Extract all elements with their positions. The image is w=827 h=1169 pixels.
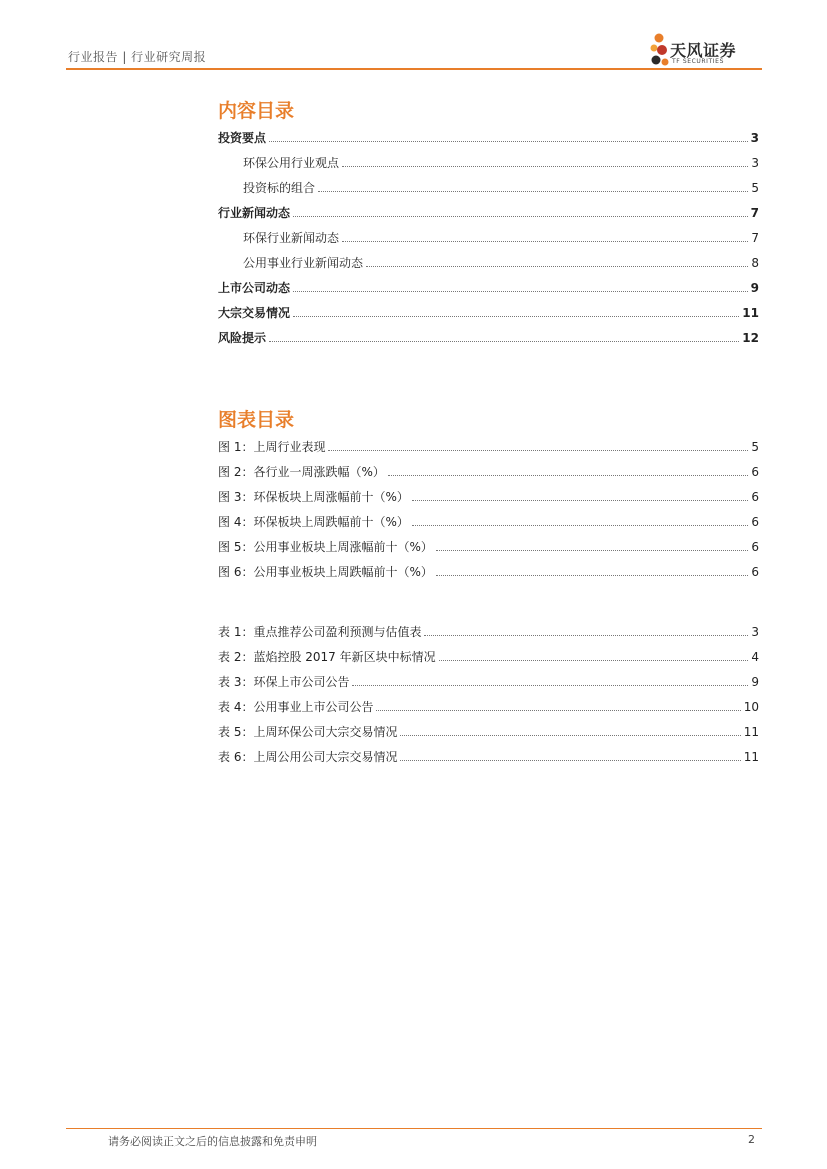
toc-entry-label: 环保行业新闻动态 (243, 231, 340, 245)
leader-dots (439, 648, 749, 661)
table-entry[interactable] (218, 723, 759, 739)
toc-entry-label: 上市公司动态 (218, 281, 291, 295)
toc-entry[interactable] (218, 329, 759, 345)
toc-entry[interactable] (218, 279, 759, 295)
table-entry-label: 表 3：环保上市公司公告 (218, 675, 350, 689)
table-entry-page: 9 (751, 675, 759, 689)
logo-text-cn: 天风证券 (670, 41, 737, 60)
figure-entry-label: 图 3：环保板块上周涨幅前十（%） (218, 490, 409, 504)
leader-dots (269, 129, 748, 142)
leader-dots (436, 563, 749, 576)
toc-entry[interactable] (218, 304, 759, 320)
leader-dots (412, 513, 749, 526)
footer-disclaimer: 请务必阅读正文之后的信息披露和免责申明 (108, 1135, 317, 1148)
toc-entry-label: 投资要点 (218, 131, 267, 145)
leader-dots (269, 329, 739, 342)
toc-entry-page: 9 (750, 281, 759, 295)
toc-entry-page: 7 (751, 231, 759, 245)
toc-entry-page: 11 (742, 306, 759, 320)
toc-entry-page: 3 (751, 156, 759, 170)
figure-entry-page: 6 (751, 540, 759, 554)
leader-dots (376, 698, 740, 711)
table-entry[interactable] (218, 673, 759, 689)
toc-entry[interactable] (243, 229, 759, 245)
header-divider (66, 68, 762, 70)
figures-title: 图表目录 (218, 409, 295, 431)
table-entry[interactable] (218, 623, 759, 639)
table-entry-label: 表 1：重点推荐公司盈利预测与估值表 (218, 625, 422, 639)
table-entry-label: 表 5：上周环保公司大宗交易情况 (218, 725, 398, 739)
toc-entry-label: 大宗交易情况 (218, 306, 291, 320)
leader-dots (400, 723, 740, 736)
leader-dots (293, 279, 748, 292)
table-entry-page: 4 (751, 650, 759, 664)
figure-entry[interactable] (218, 438, 759, 454)
toc-entry-label: 投资标的组合 (243, 181, 316, 195)
toc-entry-page: 5 (751, 181, 759, 195)
figure-entry-label: 图 6：公用事业板块上周跌幅前十（%） (218, 565, 433, 579)
table-entry[interactable] (218, 648, 759, 664)
toc-entry[interactable] (218, 204, 759, 220)
toc-entry-page: 3 (750, 131, 759, 145)
leader-dots (318, 179, 748, 192)
table-entry-page: 10 (743, 700, 759, 714)
figure-entry-page: 6 (751, 515, 759, 529)
toc-title: 内容目录 (218, 100, 295, 122)
figure-entry-label: 图 1：上周行业表现 (218, 440, 326, 454)
table-entry-page: 11 (743, 750, 759, 764)
leader-dots (342, 229, 748, 242)
toc-entry-label: 公用事业行业新闻动态 (243, 256, 364, 270)
leader-dots (293, 204, 748, 217)
table-entry-label: 表 4：公用事业上市公司公告 (218, 700, 374, 714)
toc-entry[interactable] (218, 129, 759, 145)
figure-entry-page: 5 (751, 440, 759, 454)
toc-entry[interactable] (243, 179, 759, 195)
leader-dots (342, 154, 748, 167)
toc-entry-page: 12 (742, 331, 759, 345)
table-entry[interactable] (218, 698, 759, 714)
figure-entry-label: 图 2：各行业一周涨跌幅（%） (218, 465, 385, 479)
figure-entry-page: 6 (751, 490, 759, 504)
toc-entry[interactable] (243, 154, 759, 170)
figure-entry-label: 图 5：公用事业板块上周涨幅前十（%） (218, 540, 433, 554)
toc-entry-page: 8 (751, 256, 759, 270)
leader-dots (424, 623, 748, 636)
leader-dots (388, 463, 749, 476)
leader-dots (352, 673, 748, 686)
leader-dots (328, 438, 748, 451)
table-entry[interactable] (218, 748, 759, 764)
toc-entry-label: 风险提示 (218, 331, 267, 345)
toc-entry-label: 行业新闻动态 (218, 206, 291, 220)
figure-entry[interactable] (218, 463, 759, 479)
page-number: 2 (748, 1133, 755, 1146)
figure-entry[interactable] (218, 488, 759, 504)
figure-entry[interactable] (218, 563, 759, 579)
table-entry-page: 3 (751, 625, 759, 639)
figure-entry-page: 6 (751, 565, 759, 579)
toc-entry-page: 7 (750, 206, 759, 220)
report-breadcrumb: 行业报告 | 行业研究周报 (68, 50, 207, 64)
toc-entry[interactable] (243, 254, 759, 270)
toc-entry-label: 环保公用行业观点 (243, 156, 340, 170)
logo-text-en: TF SECURITIES (672, 58, 724, 65)
leader-dots (400, 748, 740, 761)
leader-dots (412, 488, 749, 501)
table-entry-label: 表 2：蓝焰控股 2017 年新区块中标情况 (218, 650, 436, 664)
figure-entry[interactable] (218, 538, 759, 554)
table-entry-label: 表 6：上周公用公司大宗交易情况 (218, 750, 398, 764)
leader-dots (293, 304, 739, 317)
table-entry-page: 11 (743, 725, 759, 739)
leader-dots (366, 254, 748, 267)
leader-dots (436, 538, 749, 551)
figure-entry-page: 6 (751, 465, 759, 479)
figure-entry[interactable] (218, 513, 759, 529)
figure-entry-label: 图 4：环保板块上周跌幅前十（%） (218, 515, 409, 529)
footer-divider (66, 1128, 762, 1129)
